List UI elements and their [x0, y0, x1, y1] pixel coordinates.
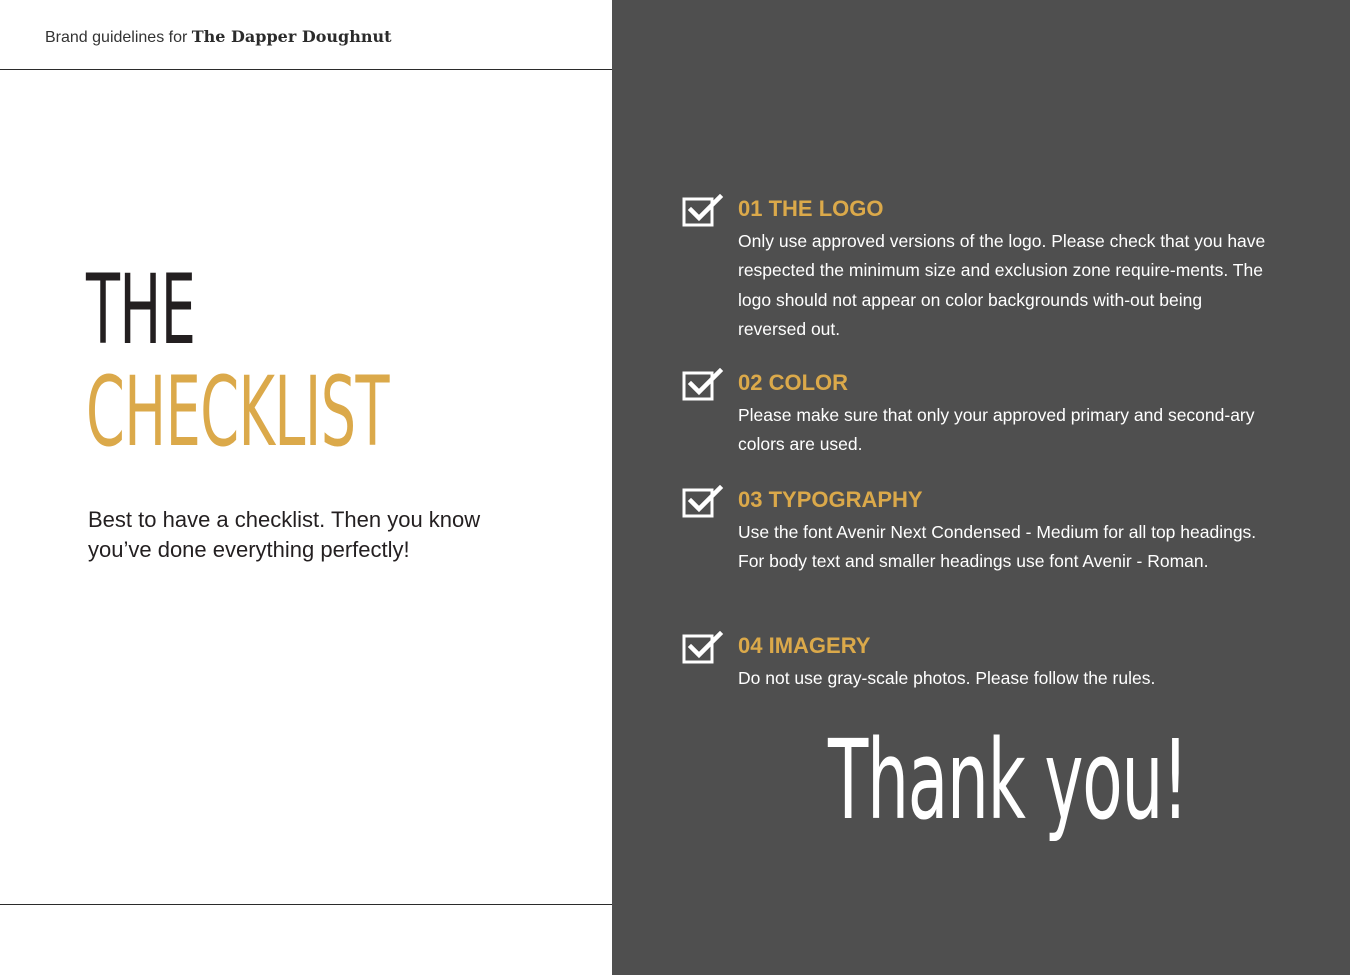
title-line-2: CHECKLIST: [86, 356, 389, 468]
checklist-item-body: Please make sure that only your approved primary and second-ary colors are used.: [738, 405, 1255, 455]
checklist-item-body: Do not use gray-scale photos. Please follow the rules.: [738, 668, 1156, 688]
checklist-item-title: 03 TYPOGRAPHY: [738, 487, 923, 512]
checkbox-checked-icon: [682, 631, 726, 665]
checkbox-checked-icon: [682, 485, 726, 519]
header-divider: [0, 69, 612, 70]
checklist-item-title: 02 COLOR: [738, 370, 849, 395]
title-line-1: THE: [86, 254, 196, 366]
header-prefix: Brand guidelines for: [45, 29, 188, 46]
page-header: [45, 27, 392, 47]
checklist-item-title: 04 IMAGERY: [738, 633, 871, 658]
checklist-item-body: Only use approved versions of the logo. Please check that you have respected the minimum size and exclusion zone require-ments. The logo should not appear on color backgrounds with-out being reversed out.: [738, 231, 1266, 339]
header-brand-name: The Dapper Doughnut: [191, 27, 392, 46]
lead-paragraph: Best to have a checklist. Then you know you’ve done everything perfectly!: [88, 507, 481, 562]
closing-message: Thank you!: [828, 716, 1188, 844]
checklist-item-title: 01 THE LOGO: [738, 196, 884, 221]
checkbox-checked-icon: [682, 368, 726, 402]
checkbox-checked-icon: [682, 194, 726, 228]
checklist-item-body: Use the font Avenir Next Condensed - Medium for all top headings. For body text and smaller headings use font Avenir - Roman.: [738, 522, 1257, 572]
left-page: [0, 0, 612, 975]
footer-divider: [0, 904, 612, 905]
